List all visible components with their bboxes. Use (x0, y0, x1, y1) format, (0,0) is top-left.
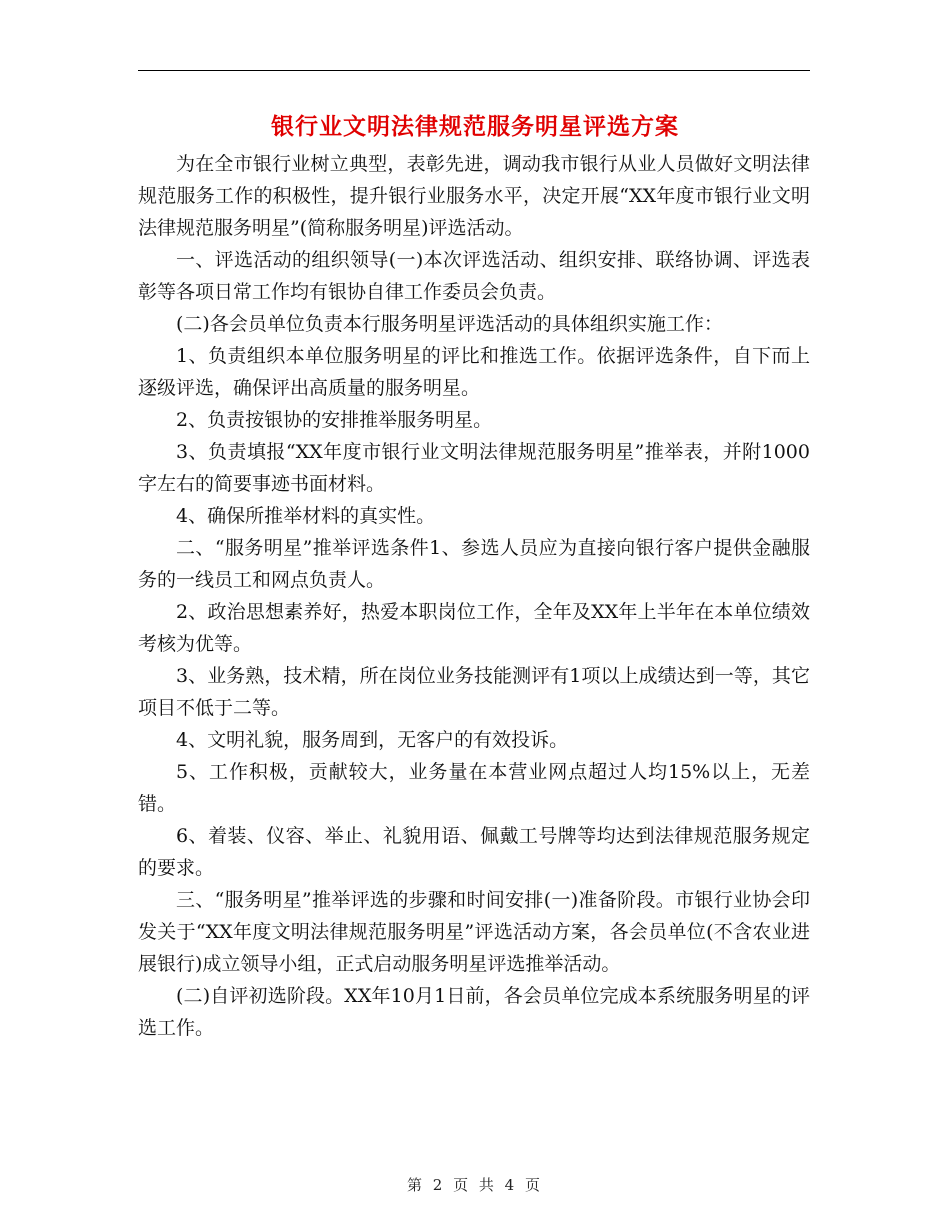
paragraph: (二)自评初选阶段。XX年10月1日前，各会员单位完成本系统服务明星的评选工作。 (138, 985, 810, 1039)
paragraph: 3、负责填报“XX年度市银行业文明法律规范服务明星”推举表，并附1000字左右的简要事迹书面材料。 (138, 441, 810, 495)
paragraph: 1、负责组织本单位服务明星的评比和推选工作。依据评选条件，自下而上逐级评选，确保评出高质量的服务明星。 (138, 345, 810, 399)
document-title: 银行业文明法律规范服务明星评选方案 (271, 113, 679, 140)
paragraph: 三、“服务明星”推举评选的步骤和时间安排(一)准备阶段。市银行业协会印发关于“XX年度文明法律规范服务明星”评选活动方案，各会员单位(不含农业进展银行)成立领导小组，正式启动服务明星评选推举活动。 (138, 889, 810, 975)
paragraph: 5、工作积极，贡献较大，业务量在本营业网点超过人均15%以上，无差错。 (138, 761, 810, 815)
paragraph: 4、文明礼貌，服务周到，无客户的有效投诉。 (176, 729, 569, 751)
paragraph: 2、负责按银协的安排推举服务明星。 (176, 409, 493, 431)
page-footer: 第 2 页 共 4 页 (407, 1176, 543, 1194)
paragraph: 4、确保所推举材料的真实性。 (176, 505, 436, 527)
paragraph: 二、“服务明星”推举评选条件1、参选人员应为直接向银行客户提供金融服务的一线员工和网点负责人。 (138, 537, 810, 591)
header-rule (138, 70, 810, 71)
paragraph: 2、政治思想素养好，热爱本职岗位工作，全年及XX年上半年在本单位绩效考核为优等。 (138, 601, 810, 655)
paragraph: 3、业务熟，技术精，所在岗位业务技能测评有1项以上成绩达到一等，其它项目不低于二等。 (138, 665, 810, 719)
document-body (138, 148, 810, 1044)
paragraph: 一、评选活动的组织领导(一)本次评选活动、组织安排、联络协调、评选表彰等各项日常工作均有银协自律工作委员会负责。 (138, 249, 810, 303)
paragraph: 6、着装、仪容、举止、礼貌用语、佩戴工号牌等均达到法律规范服务规定的要求。 (138, 825, 810, 879)
paragraph: (二)各会员单位负责本行服务明星评选活动的具体组织实施工作： (176, 313, 723, 335)
paragraph: 为在全市银行业树立典型，表彰先进，调动我市银行从业人员做好文明法律规范服务工作的积极性，提升银行业服务水平，决定开展“XX年度市银行业文明法律规范服务明星”(简称服务明星)评选活动。 (138, 153, 810, 239)
